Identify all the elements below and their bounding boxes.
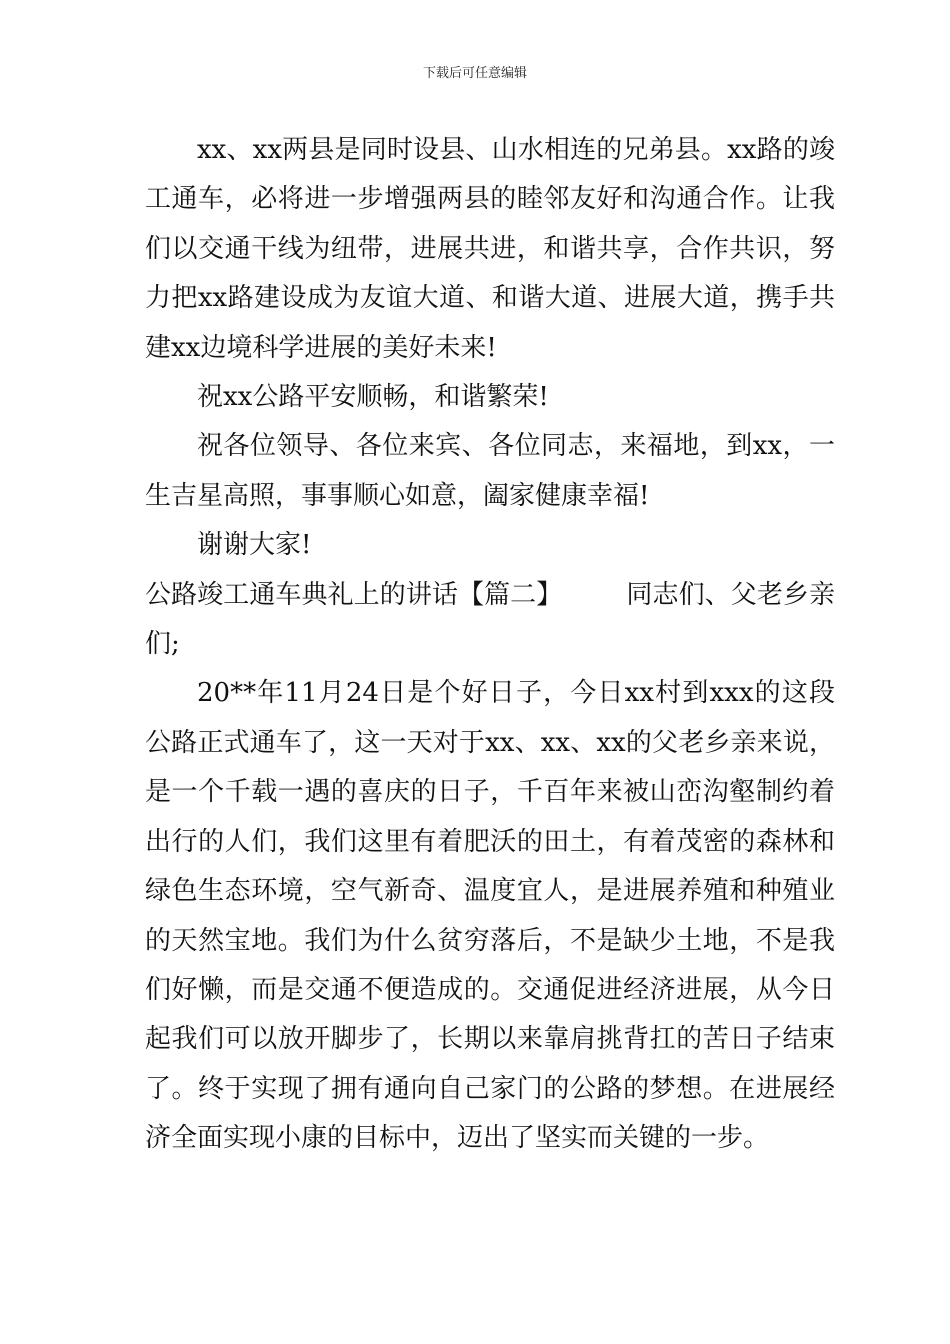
page-header: 下载后可任意编辑 xyxy=(422,66,527,81)
section-title: 公路竣工通车典礼上的讲话【篇二】 xyxy=(145,579,563,610)
paragraph-5: 20**年11月24日是个好日子，今日xx村到xxx的这段公路正式通车了，这一天对于xx、xx、xx的父老乡亲来说，是一个千载一遇的喜庆的日子，千百年来被山峦沟壑制约着出行的人们，我们这里有着肥沃的田土，有着茂密的森林和绿色生态环境，空气新奇、温度宜人，是进展养殖和种殖业的天然宝地。我们为什么贫穷落后，不是缺少土地，不是我们好懒，而是交通不便造成的。交通促进经济进展，从今日起我们可以放开脚步了，长期以来靠肩挑背扛的苦日子结束了。终于实现了拥有通向自己家门的公路的梦想。在进展经济全面实现小康的目标中，迈出了坚实而关键的一步。 xyxy=(145,678,835,1154)
salutation: 同志们、父老乡亲们; xyxy=(145,579,835,660)
section-heading-line xyxy=(145,571,835,670)
paragraph-1: xx、xx两县是同时设县、山水相连的兄弟县。xx路的竣工通车，必将进一步增强两县的睦邻友好和沟通合作。让我们以交通干线为纽带，进展共进，和谐共享，合作共识，努力把xx路建设成为友谊大道、和谐大道、进展大道，携手共建xx边境科学进展的美好未来! xyxy=(145,135,835,363)
document-body xyxy=(145,126,835,1164)
paragraph-4: 谢谢大家! xyxy=(197,530,312,561)
paragraph-3: 祝各位领导、各位来宾、各位同志，来福地，到xx，一生吉星高照，事事顺心如意，阖家健康幸福! xyxy=(145,431,835,511)
paragraph-2: 祝xx公路平安顺畅，和谐繁荣! xyxy=(197,382,549,413)
